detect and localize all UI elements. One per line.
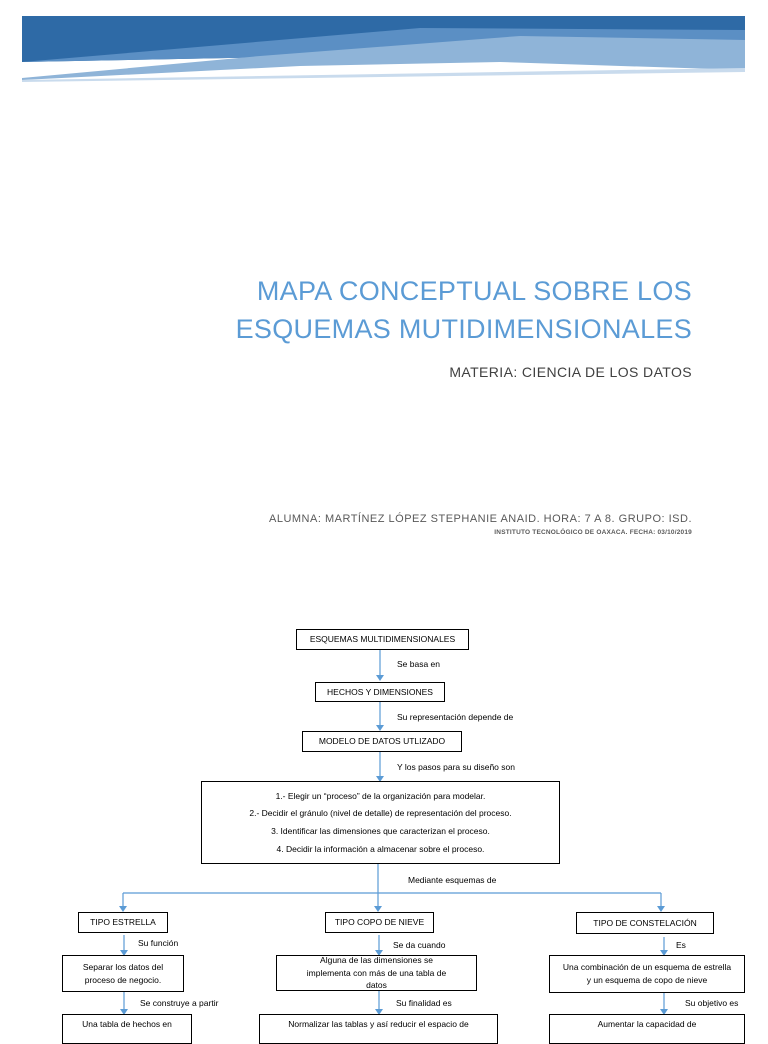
node-copo-next — [259, 1014, 498, 1044]
link-label-estrella-b: Se construye a partir — [140, 998, 219, 1008]
step-3: 3. Identificar las dimensiones que caracterizan el proceso. — [271, 826, 490, 836]
node-estrella-desc-text: Separar los datos del proceso de negocio. — [82, 961, 164, 985]
link-label-copo-a: Se da cuando — [393, 940, 446, 950]
node-hechos-label: HECHOS Y DIMENSIONES — [327, 686, 433, 697]
link-label-estrella-a: Su función — [138, 938, 179, 948]
node-root — [296, 629, 469, 650]
node-tipo-copo — [325, 912, 434, 933]
link-label-2: Su representación depende de — [397, 712, 514, 722]
link-label-constelacion-b: Su objetivo es — [685, 998, 739, 1008]
subject-line: MATERIA: CIENCIA DE LOS DATOS — [449, 364, 692, 380]
node-tipo-estrella — [78, 912, 168, 933]
node-copo-next-text: Normalizar las tablas y así reducir el espacio de — [288, 1019, 469, 1029]
link-label-3: Y los pasos para su diseño son — [397, 762, 515, 772]
step-4: 4. Decidir la información a almacenar sobre el proceso. — [276, 843, 485, 854]
node-estrella-next-text: Una tabla de hechos en — [82, 1019, 172, 1029]
node-tipo-estrella-label: TIPO ESTRELLA — [90, 917, 156, 928]
node-copo-desc — [276, 955, 477, 991]
node-constelacion-next — [549, 1014, 745, 1044]
node-hechos — [315, 682, 445, 702]
node-tipo-constelacion-label: TIPO DE CONSTELACIÓN — [593, 917, 697, 928]
node-constelacion-desc-text: Una combinación de un esquema de estrella y un esquema de copo de nieve — [562, 962, 732, 985]
node-root-label: ESQUEMAS MULTIDIMENSIONALES — [309, 634, 456, 645]
node-tipo-copo-label: TIPO COPO DE NIEVE — [334, 917, 425, 928]
node-modelo — [302, 731, 462, 752]
node-estrella-desc — [62, 955, 184, 992]
node-modelo-label: MODELO DE DATOS UTLIZADO — [318, 736, 446, 747]
document-title-line-2: ESQUEMAS MUTIDIMENSIONALES — [235, 314, 692, 344]
link-label-1: Se basa en — [397, 659, 441, 669]
node-estrella-next — [62, 1014, 192, 1044]
student-line: ALUMNA: MARTÍNEZ LÓPEZ STEPHANIE ANAID. HORA: 7 A 8. GRUPO: ISD. — [269, 513, 692, 525]
step-1: 1.- Elegir un “proceso” de la organización para modelar. — [275, 790, 486, 801]
link-label-4: Mediante esquemas de — [408, 875, 497, 885]
document-title-line-1: MAPA CONCEPTUAL SOBRE LOS — [256, 276, 692, 306]
node-constelacion-next-text: Aumentar la capacidad de — [597, 1019, 697, 1029]
node-constelacion-desc — [549, 955, 745, 993]
link-label-constelacion-a: Es — [676, 940, 686, 950]
node-steps — [201, 781, 560, 864]
institute-line: INSTITUTO TECNOLÓGICO DE OAXACA. FECHA: 03/10/2019 — [494, 529, 692, 536]
node-copo-desc-text: Alguna de las dimensiones se implementa con más de una tabla de datos — [306, 954, 447, 991]
link-label-copo-b: Su finalidad es — [396, 998, 452, 1008]
node-tipo-constelacion — [576, 912, 714, 934]
step-2: 2.- Decidir el gránulo (nivel de detalle) de representación del proceso. — [249, 808, 512, 819]
